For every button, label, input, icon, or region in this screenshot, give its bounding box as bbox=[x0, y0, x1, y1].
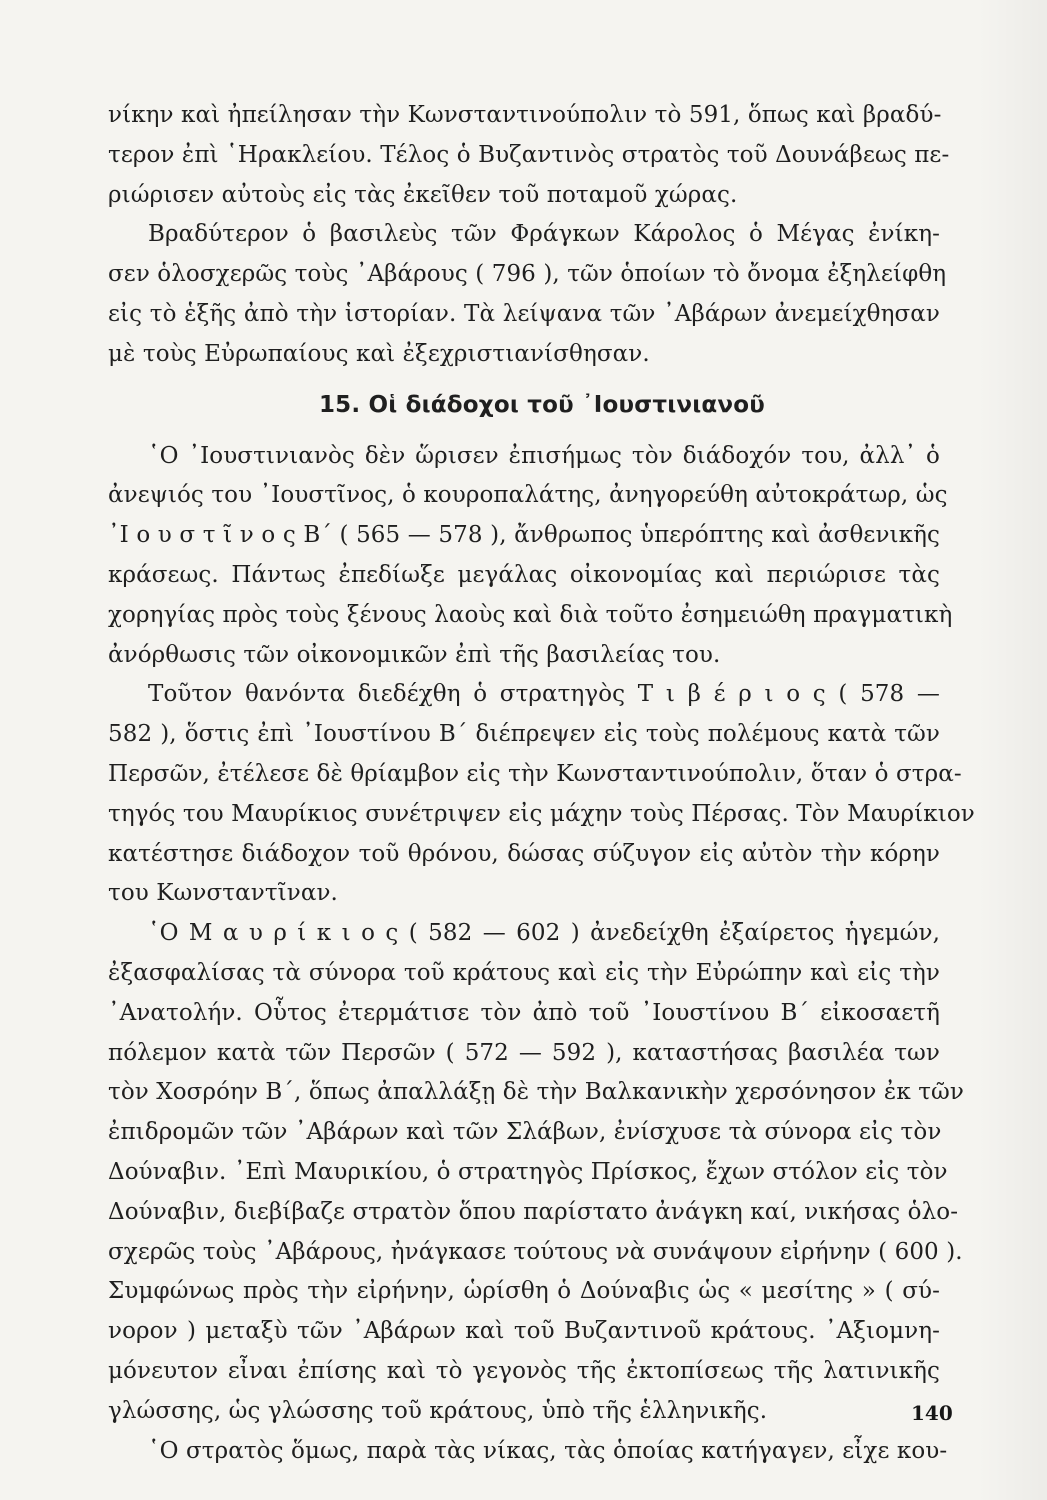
text-line: 582 ), ὅστις ἐπὶ ᾿Ιουστίνου Β΄ διέπρεψεν εἰς τοὺς πολέμους κατὰ τῶν bbox=[108, 721, 940, 748]
page-edge-shadow bbox=[977, 0, 1047, 1500]
text-line: του Κωνσταντῖναν. bbox=[108, 880, 338, 907]
text-line: γλώσσης, ὡς γλώσσης τοῦ κράτους, ὑπὸ τῆς ἑλληνικῆς. bbox=[108, 1397, 768, 1424]
text-line: ἀνόρθωσις τῶν οἰκονομικῶν ἐπὶ τῆς βασιλείας του. bbox=[108, 641, 721, 668]
text-line: σχερῶς τοὺς ᾿Αβάρους, ἠνάγκασε τούτους νὰ συνάψουν εἰρήνην ( 600 ). bbox=[108, 1238, 963, 1265]
text-line: σεν ὁλοσχερῶς τοὺς ᾿Αβάρους ( 796 ), τῶν ὁποίων τὸ ὄνομα ἐξηλείφθη bbox=[108, 261, 947, 288]
text-line: ἐξασφαλίσας τὰ σύνορα τοῦ κράτους καὶ εἰς τὴν Εὐρώπην καὶ εἰς τὴν bbox=[108, 959, 940, 986]
text-line: τηγός του Μαυρίκιος συνέτριψεν εἰς μάχην τοὺς Πέρσας. Τὸν Μαυρίκιον bbox=[108, 800, 975, 827]
text-line: νίκην καὶ ἠπείλησαν τὴν Κωνσταντινούπολιν τὸ 591, ὅπως καὶ βραδύ- bbox=[108, 102, 942, 128]
page-number: 140 bbox=[911, 1401, 953, 1425]
body-text bbox=[108, 96, 975, 1471]
text-line: τὸν Χοσρόην Β΄, ὅπως ἀπαλλάξῃ δὲ τὴν Βαλκανικὴν χερσόνησον ἐκ τῶν bbox=[108, 1079, 964, 1106]
text-line: ἀνεψιός του ᾿Ιουστῖνος, ὁ κουροπαλάτης, ἀνηγορεύθη αὐτοκράτωρ, ὡς bbox=[108, 482, 948, 509]
text-line: ῾Ο Μ α υ ρ ί κ ι ο ς ( 582 — 602 ) ἀνεδείχθη ἐξαίρετος ἡγεμών, bbox=[148, 920, 940, 947]
text-line: νορον ) μεταξὺ τῶν ᾿Αβάρων καὶ τοῦ Βυζαντινοῦ κράτους. ᾿Αξιομνη- bbox=[108, 1318, 940, 1345]
text-line: ᾿Ι ο υ σ τ ῖ ν ο ς Β΄ ( 565 — 578 ), ἄνθρωπος ὑπερόπτης καὶ ἀσθενικῆς bbox=[108, 522, 940, 549]
text-line: πόλεμον κατὰ τῶν Περσῶν ( 572 — 592 ), καταστήσας βασιλέα των bbox=[108, 1039, 940, 1066]
text-line: Τοῦτον θανόντα διεδέχθη ὁ στρατηγὸς Τ ι β έ ρ ι ο ς ( 578 — bbox=[148, 681, 940, 708]
text-line: Περσῶν, ἐτέλεσε δὲ θρίαμβον εἰς τὴν Κωνσταντινούπολιν, ὅταν ὁ στρα- bbox=[108, 760, 962, 787]
text-line: μόνευτον εἶναι ἐπίσης καὶ τὸ γεγονὸς τῆς ἐκτοπίσεως τῆς λατινικῆς bbox=[108, 1357, 940, 1384]
text-line: ριώρισεν αὐτοὺς εἰς τὰς ἐκεῖθεν τοῦ ποταμοῦ χώρας. bbox=[108, 181, 738, 208]
text-line: Συμφώνως πρὸς τὴν εἰρήνην, ὡρίσθη ὁ Δούναβις ὡς « μεσίτης » ( σύ- bbox=[108, 1278, 940, 1305]
text-line: Δούναβιν. ᾿Επὶ Μαυρικίου, ὁ στρατηγὸς Πρίσκος, ἔχων στόλον εἰς τὸν bbox=[108, 1158, 948, 1185]
text-line: μὲ τοὺς Εὐρωπαίους καὶ ἐξεχριστιανίσθησαν. bbox=[108, 340, 650, 367]
text-line: τερον ἐπὶ ῾Ηρακλείου. Τέλος ὁ Βυζαντινὸς στρατὸς τοῦ Δουνάβεως πε- bbox=[108, 141, 950, 168]
text-line: Βραδύτερον ὁ βασιλεὺς τῶν Φράγκων Κάρολος ὁ Μέγας ἐνίκη- bbox=[148, 221, 940, 248]
text-line: εἰς τὸ ἑξῆς ἀπὸ τὴν ἱστορίαν. Τὰ λείψανα τῶν ᾿Αβάρων ἀνεμείχθησαν bbox=[108, 300, 940, 327]
text-line: κράσεως. Πάντως ἐπεδίωξε μεγάλας οἰκονομίας καὶ περιώρισε τὰς bbox=[108, 561, 940, 588]
text-line: κατέστησε διάδοχον τοῦ θρόνου, δώσας σύζυγον εἰς αὐτὸν τὴν κόρην bbox=[108, 840, 940, 867]
text-line: ᾿Ανατολήν. Οὗτος ἐτερμάτισε τὸν ἀπὸ τοῦ ᾿Ιουστίνου Β΄ εἰκοσαετῆ bbox=[108, 999, 940, 1026]
section-heading: 15. Οἱ διάδοχοι τοῦ ᾿Ιουστινιανοῦ bbox=[318, 391, 766, 418]
text-line: Δούναβιν, διεβίβαζε στρατὸν ὅπου παρίστατο ἀνάγκη καί, νικήσας ὁλο- bbox=[108, 1198, 959, 1225]
text-line: ἐπιδρομῶν τῶν ᾿Αβάρων καὶ τῶν Σλάβων, ἐνίσχυσε τὰ σύνορα εἰς τὸν bbox=[108, 1119, 942, 1146]
text-line: χορηγίας πρὸς τοὺς ξένους λαοὺς καὶ διὰ τοῦτο ἐσημειώθη πραγματικὴ bbox=[108, 601, 953, 628]
text-line: ῾Ο ᾿Ιουστινιανὸς δὲν ὥρισεν ἐπισήμως τὸν διάδοχόν του, ἀλλ᾿ ὁ bbox=[148, 442, 940, 469]
text-line: ῾Ο στρατὸς ὅμως, παρὰ τὰς νίκας, τὰς ὁποίας κατήγαγεν, εἶχε κου- bbox=[148, 1437, 948, 1464]
